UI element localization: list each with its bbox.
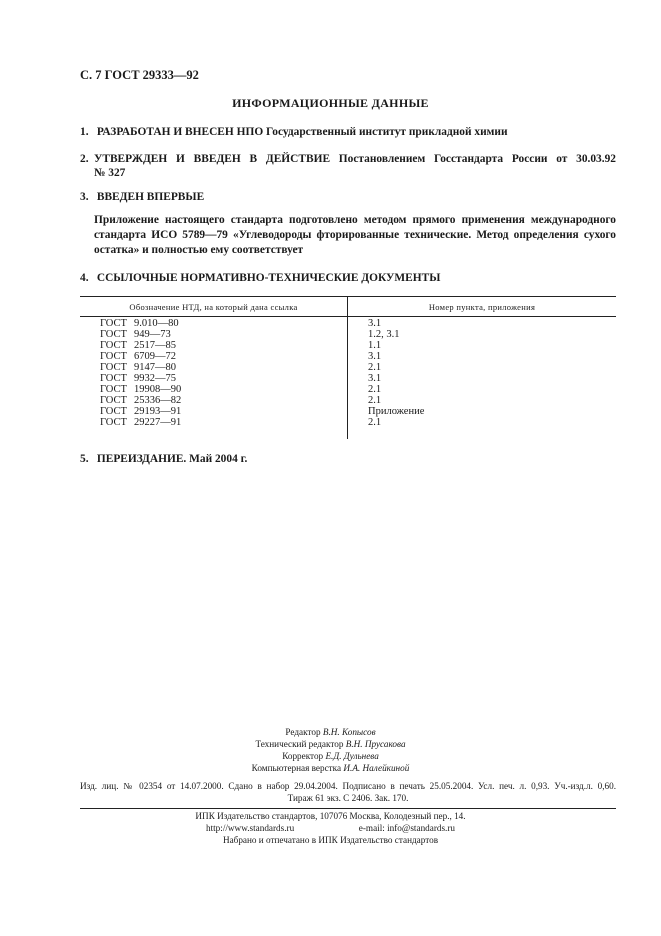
imprint-line-2: Тираж 61 экз. С 2406. Зак. 170. [287,793,409,803]
page-header: С. 7 ГОСТ 29333—92 [80,68,199,82]
publisher-print-note: Набрано и отпечатано в ИПК Издательство стандартов [222,835,439,845]
credit-editor: Редактор В.Н. Копысов [285,727,376,737]
imprint-block [80,780,616,804]
item-4 [80,271,616,285]
table-row-ntd: ГОСТ 25336—82 [100,395,182,406]
table-row-ntd: ГОСТ 19908—90 [100,384,182,395]
item-1 [80,125,616,139]
table-row-ref: 1.1 [368,340,382,351]
table-row-ref: 2.1 [368,362,382,373]
table-row-ntd: ГОСТ 9.010—80 [100,318,179,329]
table-header-clause: Номер пункта, приложения [428,302,536,312]
credit-proofreader: Корректор Е.Д. Дульнева [282,751,379,761]
item-1-number: 1. [80,126,89,138]
table-row-ref: 2.1 [368,384,382,395]
table-header-border [80,316,616,317]
item-4-number: 4. [80,272,89,284]
table-row-ntd: ГОСТ 9147—80 [100,362,176,373]
credit-layout: Компьютерная верстка И.А. Налейкиной [251,763,410,773]
paragraph-line-2: стандарта ИСО 5789—79 «Углеводороды фторированные технические. Метод определения сухого [94,229,616,241]
publisher-contacts [0,822,661,834]
table-row-ntd: ГОСТ 9932—75 [100,373,176,384]
item-5 [80,452,616,466]
table-header-ntd: Обозначение НТД, на который дана ссылка [129,302,298,312]
table-row-ref: 2.1 [368,417,382,428]
paragraph-line-3: остатка» и полностью ему соответствует [94,244,304,256]
table-column-divider [347,296,348,439]
credits-block [0,726,661,774]
item-3-paragraph [94,213,616,258]
credit-technical-editor: Технический редактор В.Н. Прусакова [255,739,406,749]
item-3-text: ВВЕДЕН ВПЕРВЫЕ [96,191,205,203]
table-row-ntd: ГОСТ 29227—91 [100,417,182,428]
item-5-text: ПЕРЕИЗДАНИЕ. Май 2004 г. [96,453,248,465]
table-row-ntd: ГОСТ 949—73 [100,329,171,340]
table-row-ntd: ГОСТ 6709—72 [100,351,176,362]
publisher-email-link[interactable]: e-mail: info@standards.ru [358,823,456,833]
item-3 [80,190,616,204]
item-5-number: 5. [80,453,89,465]
publisher-website-link[interactable]: http://www.standards.ru [205,823,295,833]
item-1-text: РАЗРАБОТАН И ВНЕСЕН НПО Государственный институт прикладной химии [96,126,508,138]
item-4-text: ССЫЛОЧНЫЕ НОРМАТИВНО-ТЕХНИЧЕСКИЕ ДОКУМЕНТЫ [96,272,441,284]
table-row-ntd: ГОСТ 2517—85 [100,340,176,351]
page-title: ИНФОРМАЦИОННЫЕ ДАННЫЕ [232,96,429,110]
item-2-number: 2. [80,153,89,165]
table-row-ref: 1.2, 3.1 [368,329,400,340]
table-row-ref: 2.1 [368,395,382,406]
imprint-line-1: Изд. лиц. № 02354 от 14.07.2000. Сдано в набор 29.04.2004. Подписано в печать 25.05.2004. Усл. печ. л. 0,93. Уч.-изд.л. 0,60. [80,781,616,791]
item-2-text-cont: № 327 [94,167,126,179]
publisher-address: ИПК Издательство стандартов, 107076 Москва, Колодезный пер., 14. [195,811,466,821]
table-row-ref: Приложение [368,406,425,417]
table-row-ref: 3.1 [368,351,382,362]
item-2-text: УТВЕРЖДЕН И ВВЕДЕН В ДЕЙСТВИЕ Постановлением Госстандарта России от 30.03.92 [94,153,616,165]
footer-divider [80,808,616,809]
item-2 [80,152,616,180]
publisher-block [0,810,661,846]
table-row-ntd: ГОСТ 29193—91 [100,406,182,417]
table-row-ref: 3.1 [368,318,382,329]
paragraph-line-1: Приложение настоящего стандарта подготовлено методом прямого применения международного [94,214,616,226]
table-row-ref: 3.1 [368,373,382,384]
table-top-border [80,296,616,297]
item-3-number: 3. [80,191,89,203]
